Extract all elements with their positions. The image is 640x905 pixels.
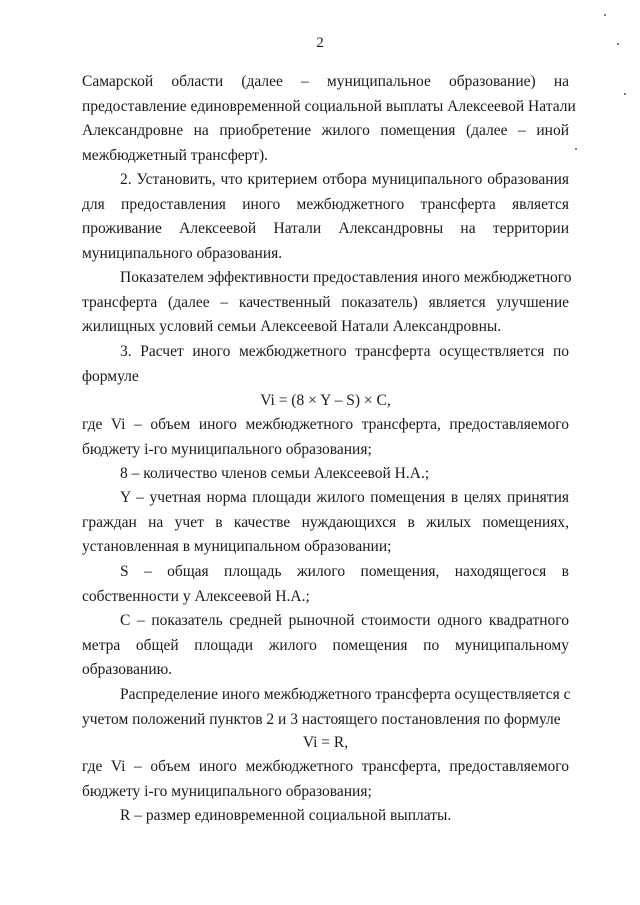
text-line: 3. Расчет иного межбюджетного трансферта осуществляется по: [120, 343, 569, 360]
text-line: 8 – количество членов семьи Алексеевой Н.А.;: [120, 465, 430, 482]
paragraph-family-members: [82, 462, 569, 487]
text-line: граждан на учет в качестве нуждающихся в жилых помещениях,: [82, 513, 569, 531]
paragraph-s-definition: [82, 560, 569, 609]
text-line: Показателем эффективности предоставления иного межбюджетного: [120, 269, 572, 286]
text-line: предоставление единовременной социальной выплаты Алексеевой Натали: [82, 97, 576, 115]
scan-speck: [617, 43, 619, 45]
paragraph-y-definition: [82, 486, 569, 560]
text-line: Y – учетная норма площади жилого помещения в целях принятия: [120, 489, 569, 506]
text-line: проживание Алексеевой Натали Александровны на территории: [82, 220, 569, 238]
paragraph-efficiency-indicator: [82, 266, 572, 340]
formula-vi-r: Vi = R,: [302, 734, 349, 751]
text-line: учетом положений пунктов 2 и 3 настоящего постановления по формуле: [82, 710, 561, 728]
scan-speck: [575, 148, 577, 150]
paragraph-vi-definition-2: [82, 755, 569, 804]
text-line: R – размер единовременной социальной выплаты.: [120, 807, 452, 824]
text-line: муниципального образования.: [82, 244, 283, 262]
text-line: трансферта (далее – качественный показатель) является улучшение: [82, 293, 569, 311]
scan-speck: [604, 14, 606, 16]
paragraph-selection-criterion: [82, 168, 569, 266]
text-line: жилищных условий семьи Алексеевой Натали Александровны.: [82, 318, 502, 336]
text-line: Распределение иного межбюджетного трансферта осуществляется с: [120, 686, 571, 703]
text-line: метра общей площади жилого помещения по муниципальному: [82, 636, 569, 654]
formula-vi: Vi = (8 × Y – S) × C,: [260, 392, 391, 409]
text-line: 2. Установить, что критерием отбора муниципального образования: [120, 171, 569, 188]
paragraph-vi-definition: [82, 413, 569, 462]
paragraph-distribution: [82, 683, 569, 732]
page-number: 2: [316, 35, 324, 51]
text-line: собственности у Алексеевой Н.А.;: [82, 587, 310, 605]
text-line: где Vi – объем иного межбюджетного трансферта, предоставляемого: [82, 758, 569, 775]
scan-speck: [624, 93, 626, 95]
text-line: установленная в муниципальном образовании;: [82, 538, 392, 556]
paragraph-municipality: [82, 70, 576, 168]
text-line: образованию.: [82, 661, 173, 679]
text-line: формуле: [82, 367, 139, 385]
text-line: где Vi – объем иного межбюджетного трансферта, предоставляемого: [82, 416, 569, 433]
text-line: для предоставления иного межбюджетного трансферта является: [82, 195, 569, 213]
paragraph-r-definition: [82, 804, 569, 829]
text-line: S – общая площадь жилого помещения, находящегося в: [120, 563, 569, 580]
text-line: бюджету i-го муниципального образования;: [82, 782, 372, 800]
paragraph-c-definition: [82, 609, 569, 683]
text-line: бюджету i-го муниципального образования;: [82, 440, 372, 458]
text-line: Самарской области (далее – муниципальное образование) на: [82, 73, 569, 90]
text-line: межбюджетный трансферт).: [82, 146, 269, 164]
text-line: С – показатель средней рыночной стоимости одного квадратного: [120, 612, 569, 629]
text-line: Александровне на приобретение жилого помещения (далее – иной: [82, 122, 569, 140]
paragraph-calculation: [82, 340, 569, 389]
